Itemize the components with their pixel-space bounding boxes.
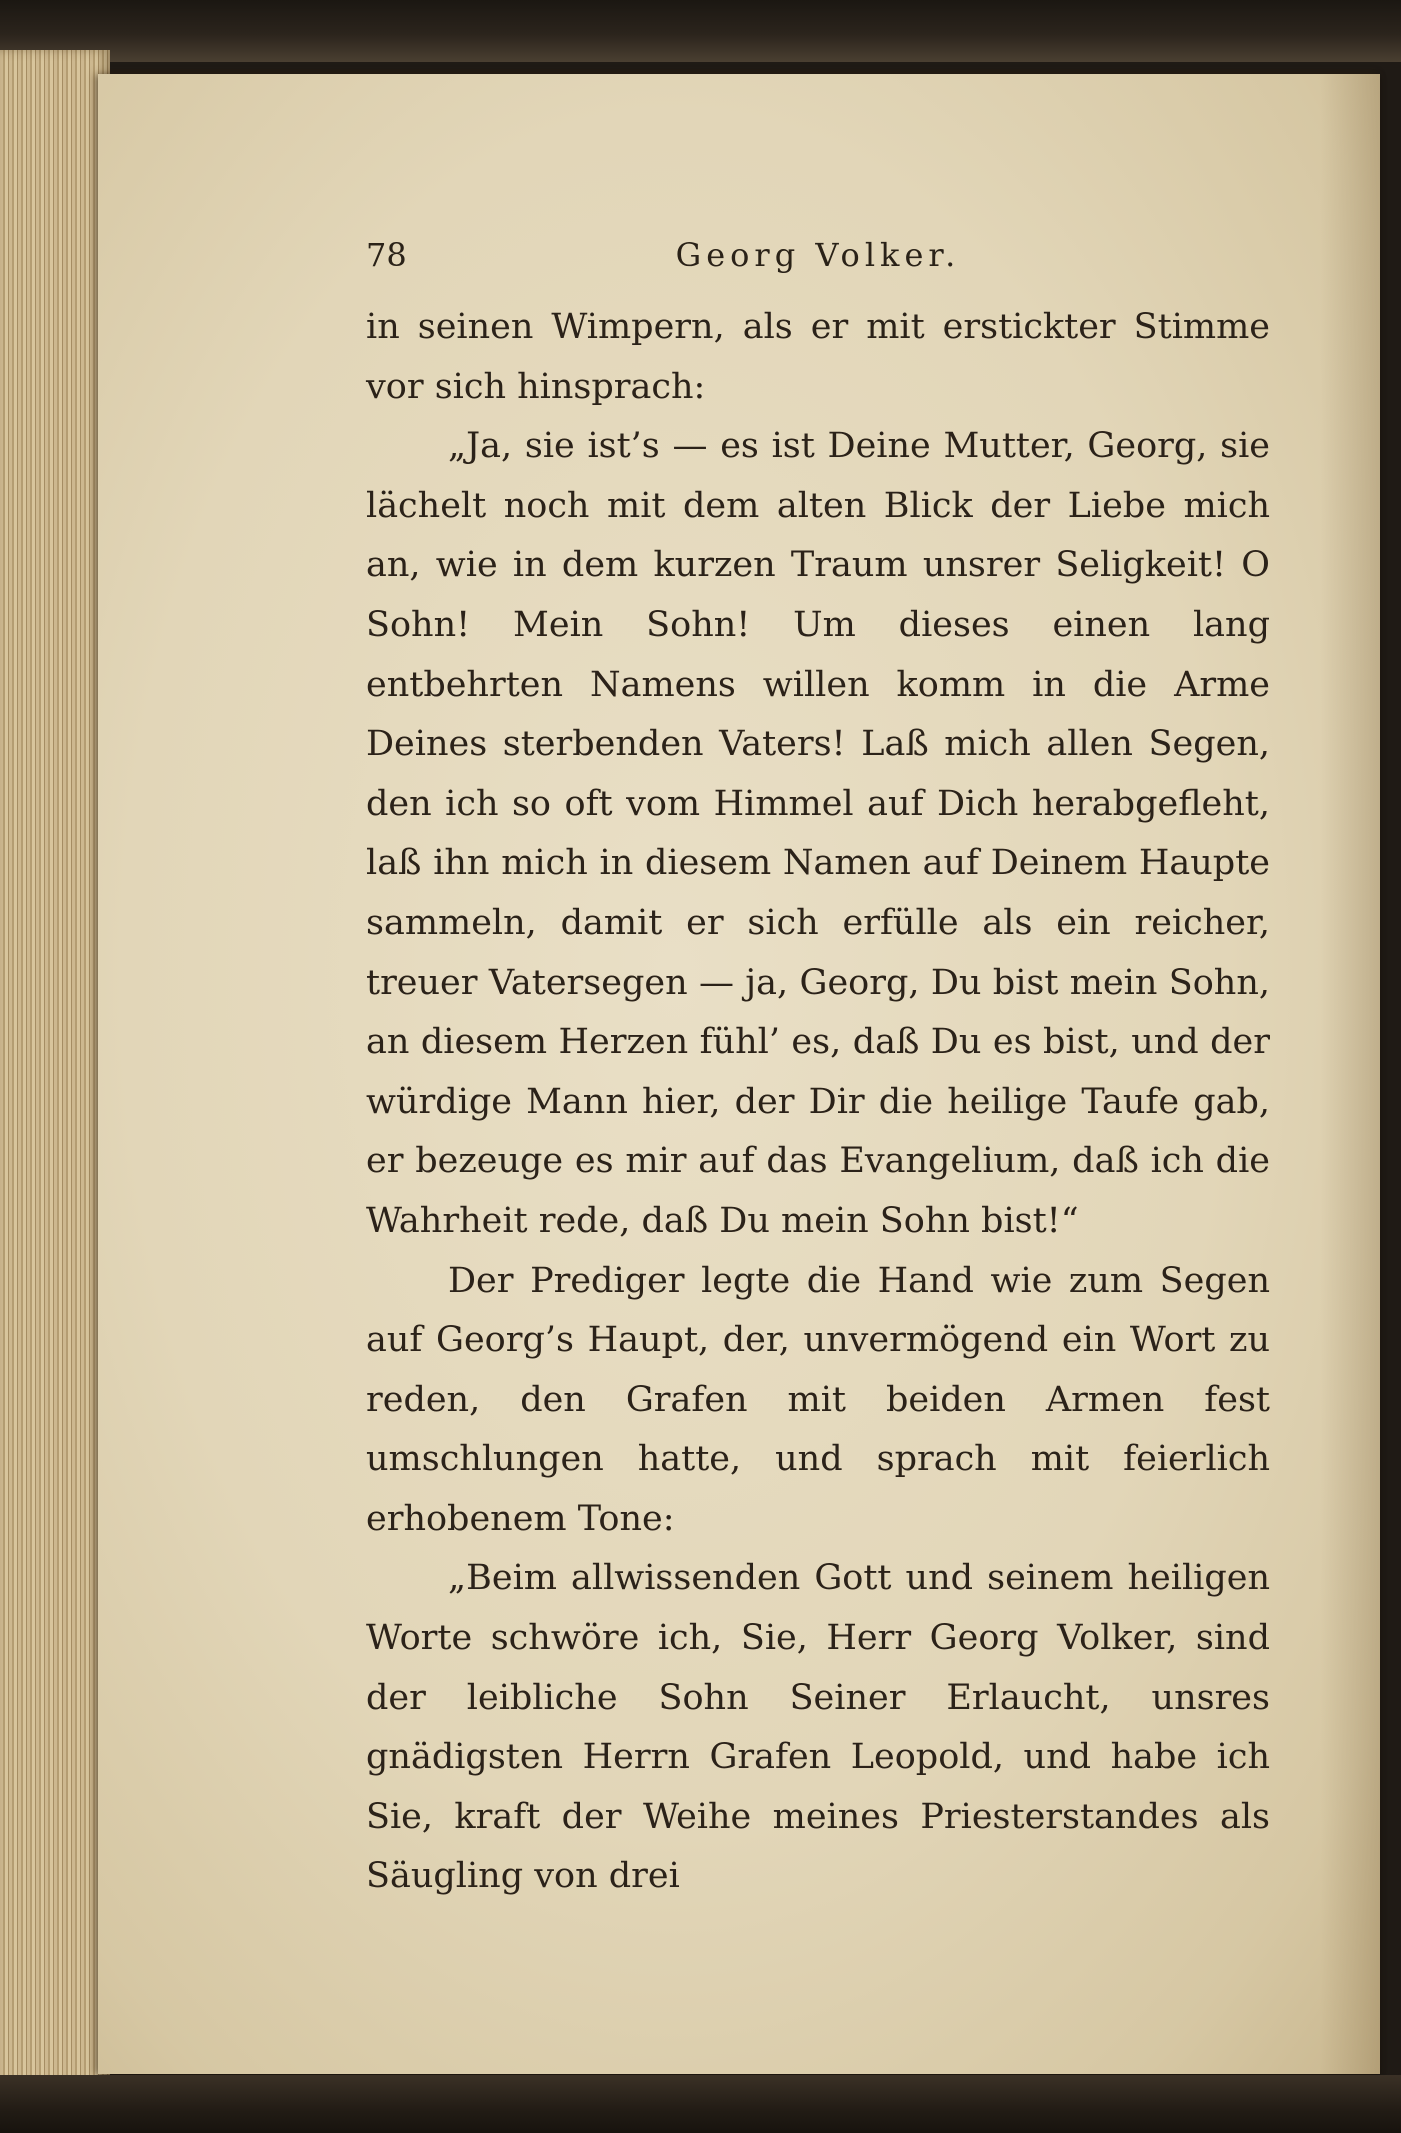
bottom-cover-edge [0,2075,1401,2133]
body-text [366,298,1270,1907]
running-title: Georg Volker. [675,236,961,274]
page-number: 78 [366,236,407,274]
page-header [366,230,1270,280]
paragraph-continuation: in seinen Wimpern, als er mit erstickter Stimme vor sich hinsprach: [366,307,1270,407]
top-cover-edge [0,0,1401,62]
paragraph-preacher: Der Prediger legte die Hand wie zum Segen auf Georg’s Haupt, der, unvermögend ein Wort zu reden, den Grafen mit beiden Armen fest umschlungen hatte, und sprach mit feierlich erhobenem Tone: [366,1260,1270,1539]
paragraph-count-speech: „Ja, sie ist’s — es ist Deine Mutter, Georg, sie lächelt noch mit dem alten Blick der Liebe mich an, wie in dem kurzen Traum unsrer Seligkeit! O Sohn! Mein Sohn! Um dieses einen lang entbehrten Namens willen komm in die Arme Deines sterbenden Vaters! Laß mich allen Segen, den ich so oft vom Himmel auf Dich herabgefleht, laß ihn mich in diesem Namen auf Deinem Haupte sammeln, damit er sich erfülle als ein reicher, treuer Vatersegen — ja, Georg, Du bist mein Sohn, an diesem Herzen fühl’ es, daß Du es bist, und der würdige Mann hier, der Dir die heilige Taufe gab, er bezeuge es mir auf das Evangelium, daß ich die Wahrheit rede, daß Du mein Sohn bist!“ [366,426,1270,1241]
paragraph-oath: „Beim allwissenden Gott und seinem heiligen Worte schwöre ich, Sie, Herr Georg Volker, sind der leibliche Sohn Seiner Erlaucht, unsres gnädigsten Herrn Grafen Leopold, und habe ich Sie, kraft der Weihe meines Priesterstandes als Säugling von drei [366,1558,1270,1897]
page-edges-stack [0,50,110,2090]
